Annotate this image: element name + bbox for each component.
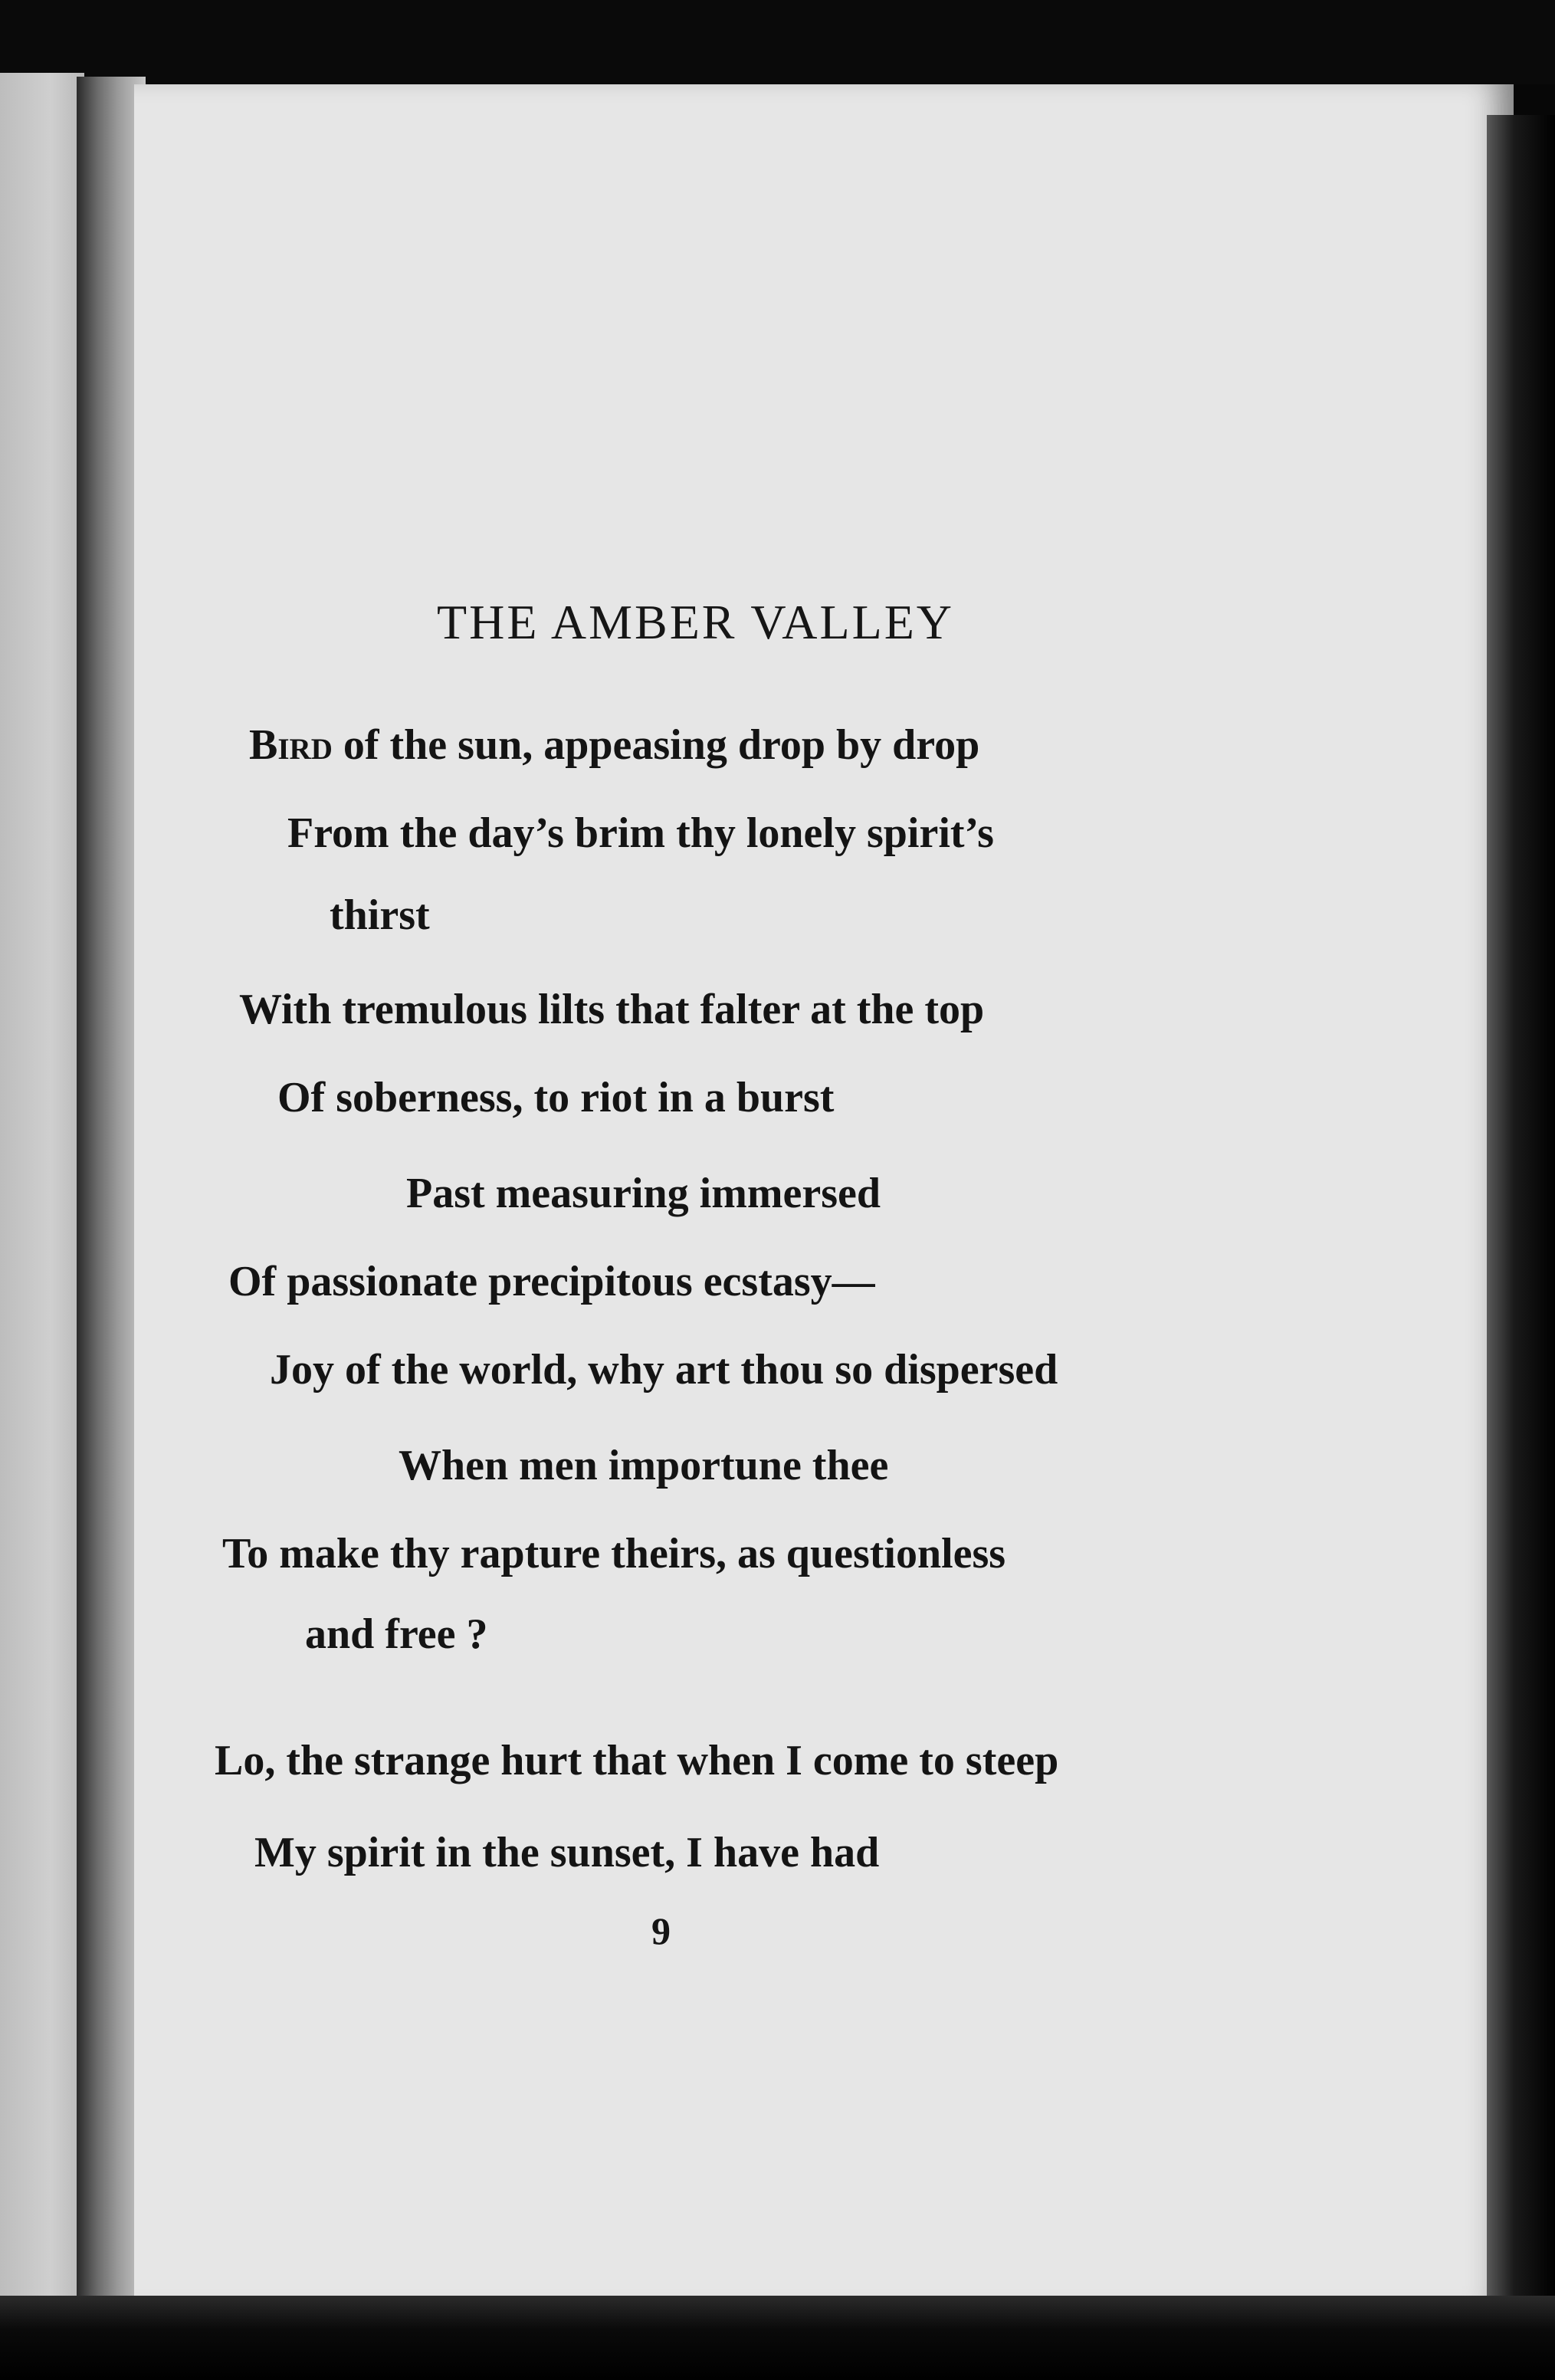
poem-line-1-text: of the sun, appeasing drop by drop xyxy=(332,721,980,769)
poem-line-5: Of soberness, to riot in a burst xyxy=(277,1074,835,1121)
poem-line-3: thirst xyxy=(330,891,430,939)
poem-title: THE AMBER VALLEY xyxy=(437,595,954,649)
poem-line-9: When men importune thee xyxy=(399,1442,889,1489)
poem-line-12: Lo, the strange hurt that when I come to steep xyxy=(215,1737,1059,1784)
poem-line-2: From the day’s brim thy lonely spirit’s xyxy=(287,809,994,857)
poem-line-4: With tremulous lilts that falter at the top xyxy=(239,986,985,1033)
poem-line-8: Joy of the world, why art thou so dispersed xyxy=(270,1346,1058,1394)
poem-line-10: To make thy rapture theirs, as questionless xyxy=(222,1530,1006,1577)
poem-line-11: and free ? xyxy=(305,1610,488,1658)
opening-word: Bird xyxy=(249,721,333,769)
poem-line-6: Past measuring immersed xyxy=(406,1170,881,1217)
poem-line-13: My spirit in the sunset, I have had xyxy=(254,1829,880,1876)
page-number: 9 xyxy=(651,1909,671,1952)
poem-line-7: Of passionate precipitous ecstasy— xyxy=(228,1258,875,1305)
poem-line-1 xyxy=(249,721,979,770)
